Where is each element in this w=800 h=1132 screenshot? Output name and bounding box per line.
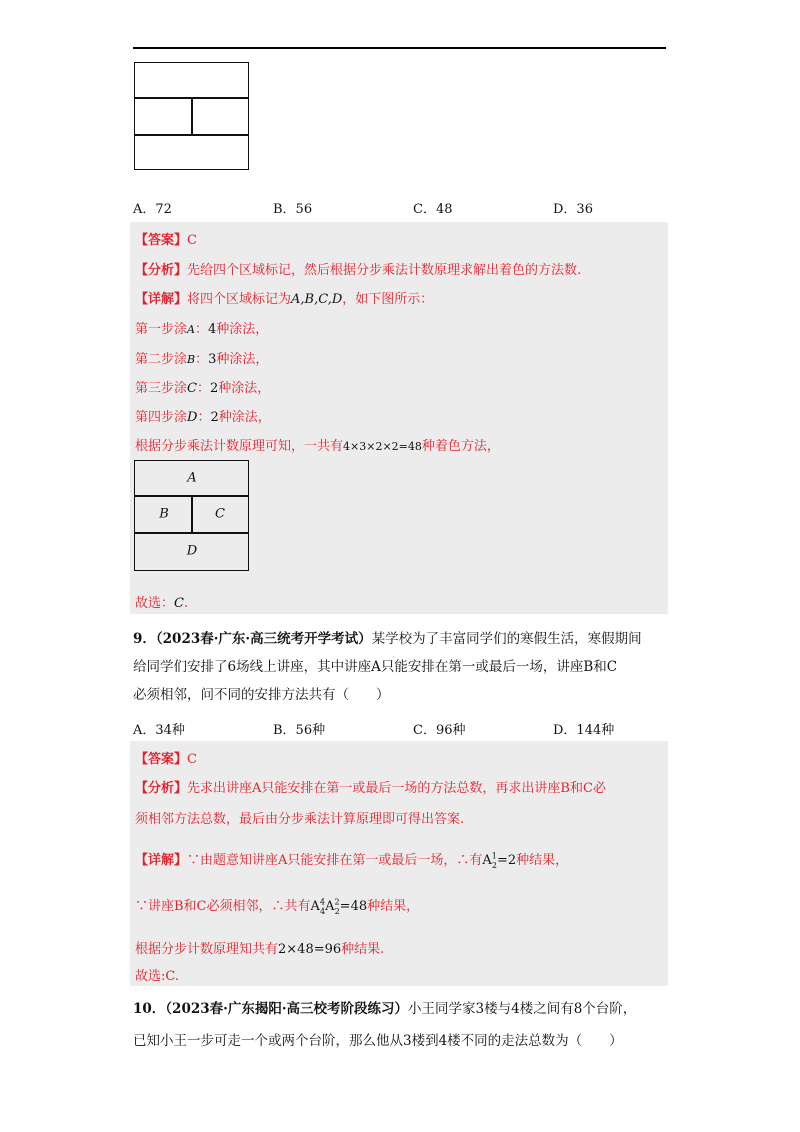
q9-text: 某学校为了丰富同学们的寒假生活，寒假期间 xyxy=(371,631,642,647)
option-b: B．56种 xyxy=(273,723,326,738)
answer-value: C xyxy=(187,233,197,248)
option-a: A．34种 xyxy=(133,723,185,738)
answer-tag: 【答案】 xyxy=(135,752,188,767)
option-c: C．48 xyxy=(413,202,453,217)
step-line xyxy=(135,348,268,367)
step-label: 第二步涂 xyxy=(135,352,188,367)
option-d: D．144种 xyxy=(553,723,615,738)
q9-line-3: 必须相邻，问不同的安排方法共有（ ） xyxy=(133,687,390,703)
step-colon: ： xyxy=(195,352,209,367)
detail-text: 将四个区域标记为 xyxy=(187,292,292,307)
analysis-line xyxy=(135,259,581,278)
region-figure-blank xyxy=(134,62,249,170)
q10-text: 小王同学家3楼与4楼之间有8个台阶， xyxy=(408,1001,637,1017)
option-b: B．56 xyxy=(273,202,313,217)
q10-line-2: 已知小王一步可走一个或两个台阶，那么他从3楼到4楼不同的走法总数为（ ） xyxy=(133,1033,623,1049)
step-var: C xyxy=(187,381,197,396)
step-label: 第四步涂 xyxy=(135,410,188,425)
q9-solution xyxy=(130,741,668,986)
step-suffix: 种涂法， xyxy=(218,381,271,396)
detail-vars: A,B,C,D xyxy=(291,292,343,307)
detail-text: ∵由题意知讲座A只能安排在第一或最后一场，∴有 xyxy=(187,853,483,868)
analysis-line xyxy=(135,777,606,796)
answer-line xyxy=(135,748,197,767)
conclusion-line: 故选:C. xyxy=(135,969,179,984)
answer-tag: 【答案】 xyxy=(135,233,188,248)
analysis-tag: 【分析】 xyxy=(135,781,188,796)
step-colon: ： xyxy=(197,410,211,425)
region-label-d: D xyxy=(186,543,198,559)
analysis-text: 先求出讲座A只能安排在第一或最后一场的方法总数，再求出讲座B和C必 xyxy=(187,781,606,796)
detail-line xyxy=(135,288,433,307)
step-suffix: 种涂法， xyxy=(216,352,269,367)
total-line xyxy=(135,435,500,454)
q10-source: （2023春·广东揭阳·高三校考阶段练习） xyxy=(165,1001,409,1017)
detail-suffix: 种结果. xyxy=(341,942,385,957)
detail-tag: 【详解】 xyxy=(135,853,188,868)
step-var: D xyxy=(187,410,198,425)
figure-divider xyxy=(135,532,248,534)
step-count: 2 xyxy=(209,381,219,396)
analysis-tag: 【分析】 xyxy=(135,263,188,278)
answer-line xyxy=(135,229,197,248)
step-label: 第一步涂 xyxy=(135,322,188,337)
step-colon: ： xyxy=(194,322,208,337)
step-var: A xyxy=(187,323,195,336)
step-count: 4 xyxy=(207,322,217,337)
option-c: C．96种 xyxy=(413,723,466,738)
option-d: D．36 xyxy=(553,202,593,217)
figure-divider xyxy=(191,97,193,134)
region-label-b: B xyxy=(159,506,169,522)
detail-expression: =2 xyxy=(496,853,517,868)
arrangement-symbol: $A^1_2$ xyxy=(482,851,497,870)
step-line xyxy=(135,377,270,396)
detail-suffix: 种结果， xyxy=(367,899,420,914)
q10-line-1 xyxy=(133,997,636,1017)
conclusion-label: 故选： xyxy=(135,596,175,611)
region-label-a: A xyxy=(187,470,197,486)
step-suffix: 种涂法， xyxy=(218,410,271,425)
q9-line-1 xyxy=(133,627,642,647)
option-a: A．72 xyxy=(133,202,172,217)
q10-number: 10． xyxy=(133,1001,166,1017)
header-rule xyxy=(133,47,666,49)
total-suffix: 种着色方法， xyxy=(421,439,500,454)
step-colon: ： xyxy=(196,381,210,396)
figure-divider xyxy=(191,495,193,532)
q9-number: 9． xyxy=(133,631,156,647)
step-count: 3 xyxy=(208,352,217,367)
detail-expression: 2×48=96 xyxy=(278,942,342,957)
total-label: 根据分步乘法计数原理可知，一共有 xyxy=(135,439,344,454)
detail-line xyxy=(135,938,384,957)
detail-expression: =48 xyxy=(339,899,368,914)
step-line xyxy=(135,406,271,425)
detail-line xyxy=(135,849,568,870)
conclusion-value: C xyxy=(174,596,184,611)
region-label-c: C xyxy=(215,506,225,522)
answer-value: C xyxy=(187,752,197,767)
step-suffix: 种涂法， xyxy=(216,322,269,337)
conclusion-end: . xyxy=(183,596,189,611)
detail-tag: 【详解】 xyxy=(135,292,188,307)
analysis-text: 先给四个区域标记，然后根据分步乘法计数原理求解出着色的方法数. xyxy=(187,263,582,278)
figure-divider xyxy=(135,134,248,136)
analysis-line-2: 须相邻方法总数，最后由分步乘法计算原理即可得出答案. xyxy=(135,812,465,827)
detail-suffix: 种结果， xyxy=(516,853,569,868)
q9-line-2: 给同学们安排了6场线上讲座，其中讲座A只能安排在第一或最后一场，讲座B和C xyxy=(133,659,618,675)
step-line xyxy=(135,318,268,337)
region-figure-labeled xyxy=(134,460,249,571)
step-var: B xyxy=(187,353,196,366)
arrangement-symbol: $A^4_4A^2_2$ xyxy=(310,897,340,916)
step-label: 第三步涂 xyxy=(135,381,188,396)
conclusion-line xyxy=(135,592,188,611)
detail-line xyxy=(135,895,419,916)
q8-solution xyxy=(130,222,668,614)
total-expression: 4×3×2×2=48 xyxy=(343,440,422,453)
step-count: 2 xyxy=(210,410,219,425)
detail-text-end: ，如下图所示： xyxy=(342,292,434,307)
detail-text: 根据分步计数原理知共有 xyxy=(135,942,279,957)
q9-source: （2023春·广东·高三统考开学考试） xyxy=(155,631,372,647)
detail-text: ∵讲座B和C必须相邻，∴共有 xyxy=(135,899,311,914)
